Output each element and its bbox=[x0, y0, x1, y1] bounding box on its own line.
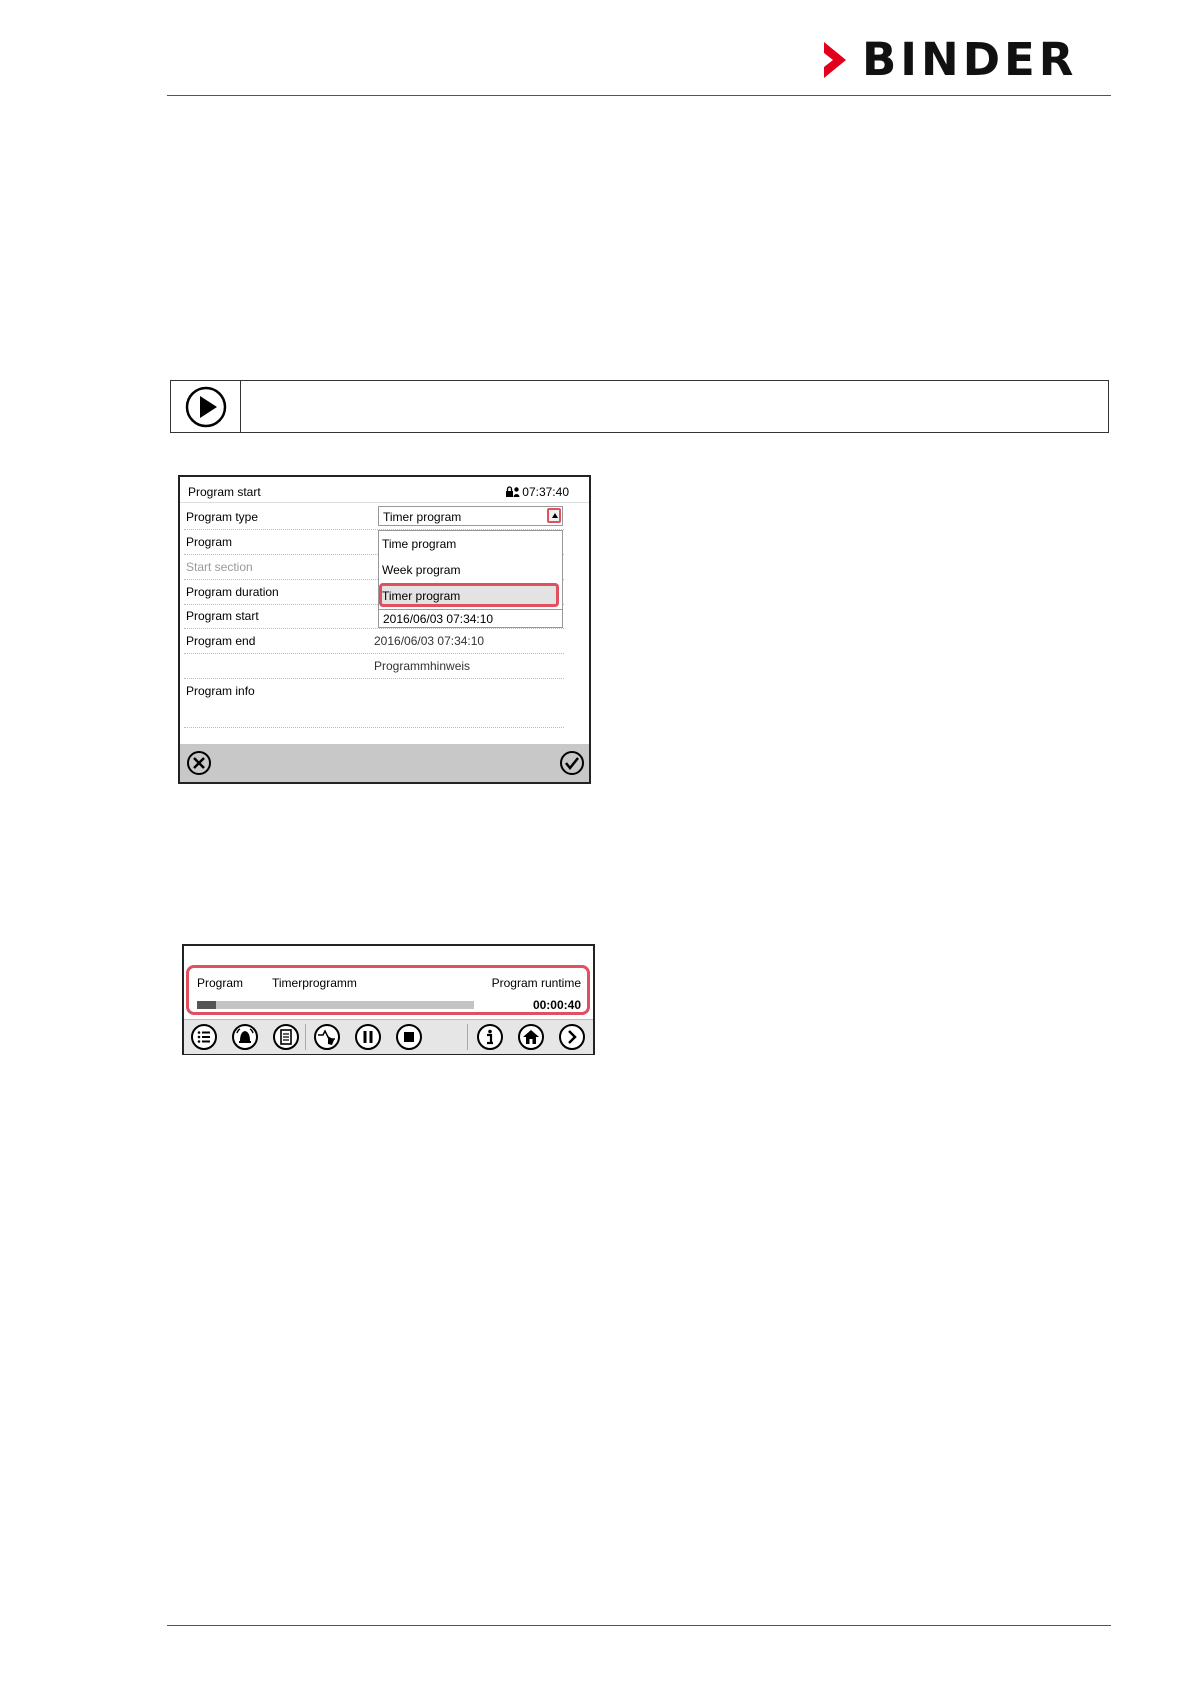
play-icon bbox=[185, 386, 227, 428]
runtime-label: Program runtime bbox=[491, 976, 581, 990]
confirm-icon[interactable] bbox=[559, 750, 585, 776]
program-end-value: 2016/06/03 07:34:10 bbox=[374, 634, 485, 648]
row-label: Program type bbox=[186, 510, 259, 524]
row-label: Start section bbox=[186, 560, 253, 574]
pause-icon[interactable] bbox=[354, 1023, 382, 1051]
program-label: Program bbox=[197, 976, 244, 990]
brand-wordmark: BINDER bbox=[862, 33, 1078, 86]
program-start-field[interactable] bbox=[378, 608, 563, 628]
next-icon[interactable] bbox=[558, 1023, 586, 1051]
dropdown-arrow-icon[interactable] bbox=[547, 508, 561, 523]
binder-logo bbox=[822, 33, 1078, 86]
program-status-panel bbox=[186, 965, 590, 1015]
play-callout-box bbox=[170, 380, 1109, 433]
bottom-toolbar bbox=[184, 1019, 593, 1054]
program-note-value: Programmhinweis bbox=[374, 659, 471, 673]
row-label: Program duration bbox=[186, 585, 279, 599]
option-label: Week program bbox=[382, 563, 461, 577]
binder-logo-mark bbox=[822, 40, 856, 80]
manual-mode-icon[interactable] bbox=[313, 1023, 341, 1051]
stop-icon[interactable] bbox=[395, 1023, 423, 1051]
row-label: Program info bbox=[186, 684, 255, 698]
program-type-select[interactable] bbox=[378, 506, 563, 526]
runtime-value: 00:00:40 bbox=[532, 998, 581, 1012]
notes-icon[interactable] bbox=[272, 1023, 300, 1051]
user-lock-icon bbox=[506, 486, 520, 498]
toolbar-separator bbox=[467, 1024, 468, 1050]
program-progress-bar bbox=[197, 1001, 474, 1009]
callout-icon-cell bbox=[171, 381, 241, 432]
row-label: Program end bbox=[186, 634, 256, 648]
cancel-icon[interactable] bbox=[186, 750, 212, 776]
title-divider bbox=[180, 502, 589, 503]
home-icon[interactable] bbox=[517, 1023, 545, 1051]
row-program-info bbox=[184, 678, 564, 728]
alarm-icon[interactable] bbox=[231, 1023, 259, 1051]
row-program-note bbox=[184, 653, 564, 679]
program-running-screen bbox=[182, 944, 595, 1055]
info-icon[interactable] bbox=[476, 1023, 504, 1051]
menu-icon[interactable] bbox=[190, 1023, 218, 1051]
toolbar-separator bbox=[305, 1024, 306, 1050]
screen-title: Program start bbox=[188, 485, 261, 499]
program-type-dropdown bbox=[378, 530, 563, 610]
screen-footer bbox=[180, 744, 589, 782]
option-time-program[interactable] bbox=[379, 531, 562, 556]
clock bbox=[506, 485, 569, 499]
progress-fill bbox=[197, 1001, 216, 1009]
clock-time: 07:37:40 bbox=[522, 485, 569, 499]
option-timer-program[interactable] bbox=[379, 583, 559, 607]
row-label: Program start bbox=[186, 609, 259, 623]
program-name: Timerprogramm bbox=[272, 976, 357, 990]
row-label: Program bbox=[186, 535, 233, 549]
row-program-end bbox=[184, 628, 564, 654]
program-start-screen bbox=[178, 475, 591, 784]
header-rule bbox=[167, 95, 1111, 96]
option-label: Timer program bbox=[382, 589, 461, 603]
footer-rule bbox=[167, 1625, 1111, 1626]
program-start-value: 2016/06/03 07:34:10 bbox=[383, 612, 494, 626]
program-type-value: Timer program bbox=[383, 510, 462, 524]
option-label: Time program bbox=[382, 537, 457, 551]
option-week-program[interactable] bbox=[379, 557, 562, 582]
